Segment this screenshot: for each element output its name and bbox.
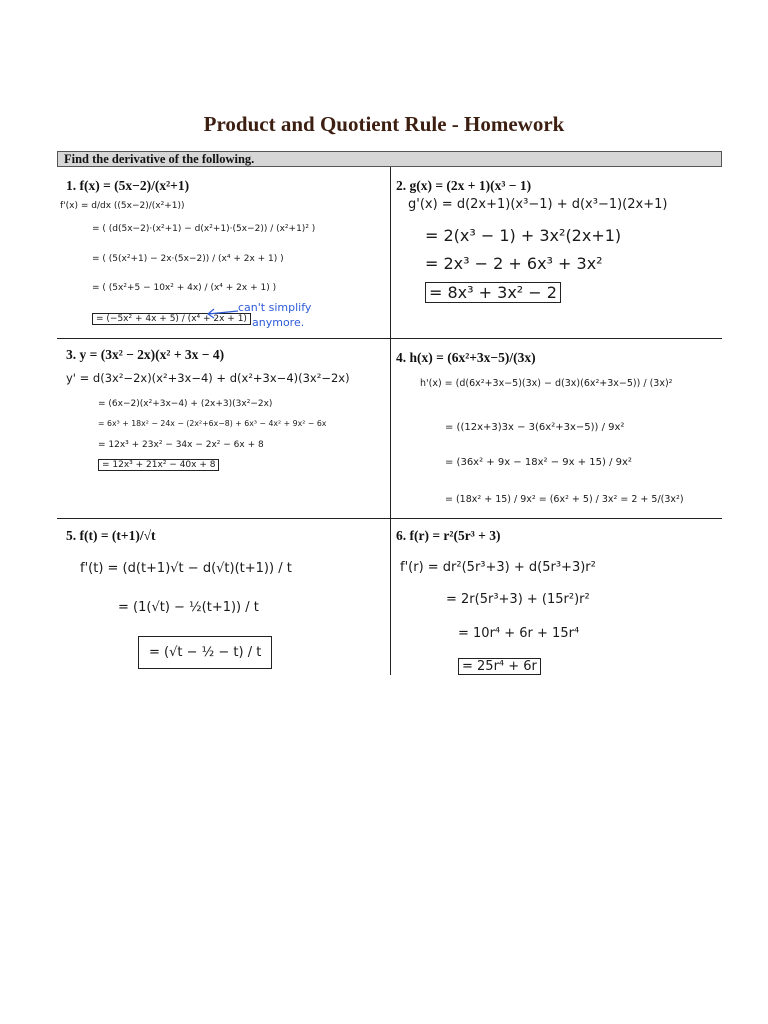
problem-3-statement: 3. y = (3x² − 2x)(x² + 3x − 4) — [66, 347, 225, 362]
instructions-banner: Find the derivative of the following. — [57, 151, 722, 167]
problem-4-step-2: = ((12x+3)3x − 3(6x²+3x−5)) / 9x² — [445, 422, 625, 433]
problem-3-step-2: = (6x−2)(x²+3x−4) + (2x+3)(3x²−2x) — [98, 399, 273, 409]
problem-2-answer: = 8x³ + 3x² − 2 — [425, 282, 561, 303]
problem-2-statement: 2. g(x) = (2x + 1)(x³ − 1) — [396, 178, 532, 193]
problem-1-note-line-1: can't simplify — [238, 301, 312, 314]
problem-2-step-2: = 2(x³ − 1) + 3x²(2x+1) — [425, 226, 622, 245]
note-arrow-icon — [205, 307, 239, 319]
problem-1-note-line-2: anymore. — [252, 316, 305, 329]
problem-6-step-2: = 2r(5r³+3) + (15r²)r² — [446, 592, 590, 607]
grid-divider-vertical — [390, 167, 391, 675]
problem-2-step-3: = 2x³ − 2 + 6x³ + 3x² — [425, 254, 603, 273]
problem-6-answer: = 25r⁴ + 6r — [458, 658, 541, 675]
problem-5-answer: = (√t − ½ − t) / t — [138, 636, 272, 669]
problem-1-step-3: = ( (5(x²+1) − 2x·(5x−2)) / (x⁴ + 2x + 1) ) — [92, 254, 284, 264]
grid-divider-row2 — [57, 518, 722, 519]
grid-divider-row1 — [57, 338, 722, 339]
problem-4-step-3: = (36x² + 9x − 18x² − 9x + 15) / 9x² — [445, 457, 632, 468]
problem-1-step-2: = ( (d(5x−2)·(x²+1) − d(x²+1)·(5x−2)) / (x²+1)² ) — [92, 224, 316, 234]
problem-1-step-1: f'(x) = d/dx ((5x−2)/(x²+1)) — [60, 201, 185, 211]
problem-6-statement: 6. f(r) = r²(5r³ + 3) — [396, 528, 501, 543]
problem-1-step-4: = ( (5x²+5 − 10x² + 4x) / (x⁴ + 2x + 1) ) — [92, 283, 277, 293]
problem-3-answer: = 12x³ + 21x² − 40x + 8 — [98, 459, 219, 471]
page-title: Product and Quotient Rule - Homework — [203, 112, 565, 136]
problem-3-step-4: = 12x³ + 23x² − 34x − 2x² − 6x + 8 — [98, 440, 264, 450]
problem-4-answer: = (18x² + 15) / 9x² = (6x² + 5) / 3x² = 2 + 5/(3x²) — [445, 494, 684, 505]
problem-6-step-1: f'(r) = dr²(5r³+3) + d(5r³+3)r² — [400, 560, 596, 575]
problem-1-statement: 1. f(x) = (5x−2)/(x²+1) — [66, 178, 190, 193]
problem-4-step-1: h'(x) = (d(6x²+3x−5)(3x) − d(3x)(6x²+3x−5)) / (3x)² — [420, 378, 673, 389]
problem-5-statement: 5. f(t) = (t+1)/√t — [66, 528, 156, 543]
problem-4-statement: 4. h(x) = (6x²+3x−5)/(3x) — [396, 350, 536, 365]
problem-2-step-1: g'(x) = d(2x+1)(x³−1) + d(x³−1)(2x+1) — [408, 197, 668, 212]
problem-3-step-1: y' = d(3x²−2x)(x²+3x−4) + d(x²+3x−4)(3x²−2x) — [66, 371, 350, 385]
problem-5-step-1: f'(t) = (d(t+1)√t − d(√t)(t+1)) / t — [80, 561, 292, 576]
problem-5-step-2: = (1(√t) − ½(t+1)) / t — [118, 600, 259, 615]
problem-6-step-3: = 10r⁴ + 6r + 15r⁴ — [458, 626, 580, 641]
problem-3-step-3: = 6x³ + 18x² − 24x − (2x²+6x−8) + 6x³ − 4x² + 9x² − 6x — [98, 419, 327, 428]
problem-1-answer: = (−5x² + 4x + 5) / (x⁴ + 2x + 1) — [92, 313, 251, 325]
